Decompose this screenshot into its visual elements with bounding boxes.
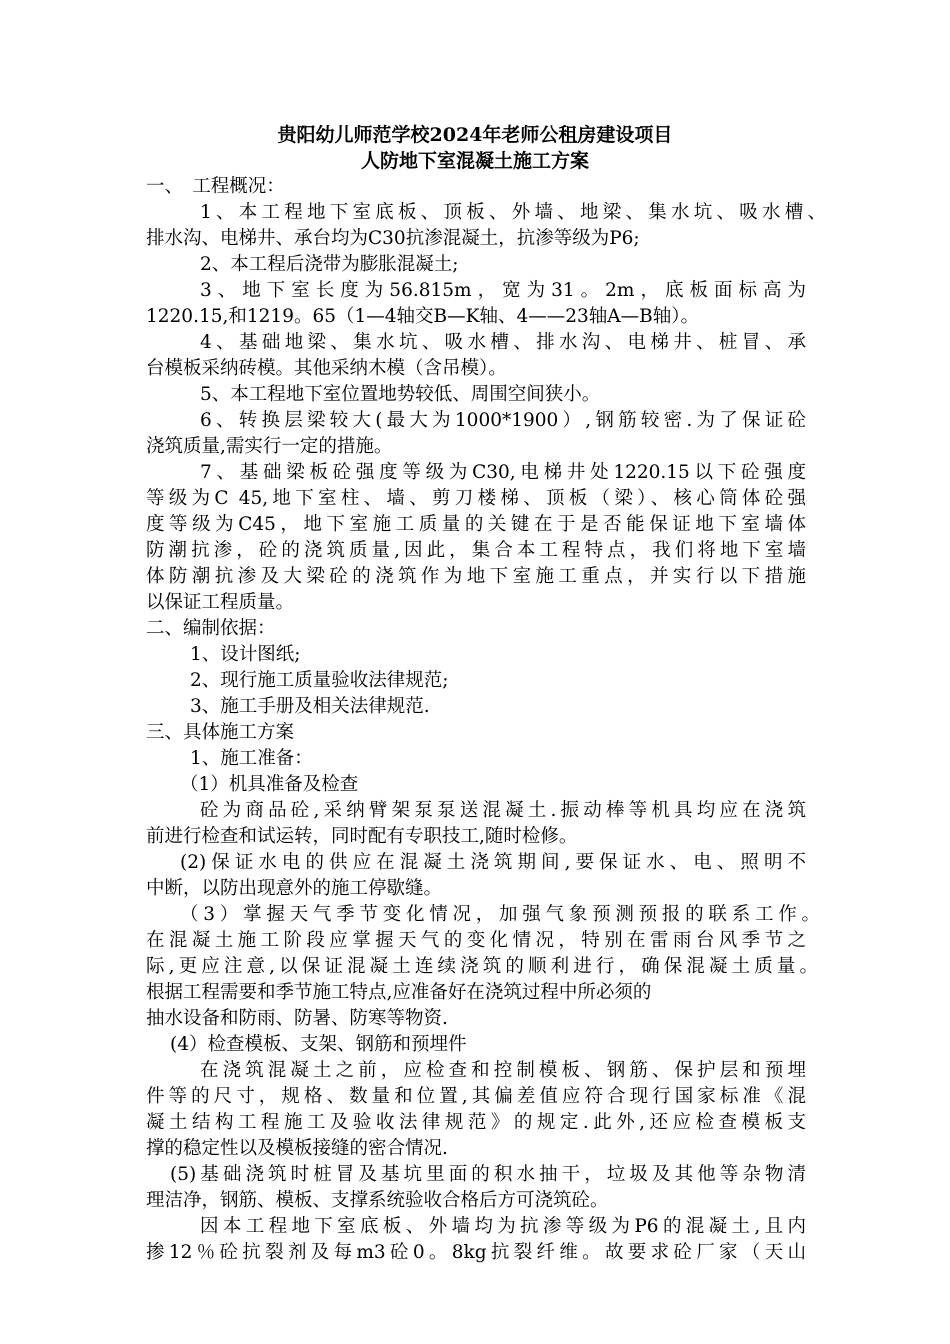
paragraph-line: 根据工程需要和季节施工特点,应准备好在浇筑过程中所必须的: [146, 982, 652, 1003]
section-heading-overview: 一、 工程概况：: [146, 176, 285, 197]
paragraph-line: 6、转换层梁较大(最大为1000*1900）,钢筋较密.为了保证砼: [200, 410, 806, 431]
paragraph-line: (2)保证水电的供应在混凝土浇筑期间,要保证水、电、照明不: [180, 852, 806, 873]
paragraph-line: 际,更应注意,以保证混凝土连续浇筑的顺利进行，确保混凝土质量。: [146, 956, 818, 977]
paragraph-line: 1、本工程地下室底板、顶板、外墙、地梁、集水坑、吸水槽、: [200, 202, 826, 223]
paragraph-line: 3、地下室长度为56.815m，宽为31。2m，底板面标高为: [200, 280, 806, 301]
paragraph-line: 7、基础梁板砼强度等级为C30,电梯井处1220.15以下砼强度: [200, 462, 806, 483]
paragraph-line: 前进行检查和试运转，同时配有专职技工,随时检修。: [146, 826, 578, 847]
paragraph-line: 中断，以防出现意外的施工停歇缝。: [146, 878, 443, 899]
subsection-heading: (4）检查模板、支架、钢筋和预埋件: [170, 1034, 467, 1055]
paragraph-line: 台模板采纳砖模。其他采纳木模（含吊模）。: [146, 358, 507, 379]
paragraph-line: 因本工程地下室底板、外墙均为抗渗等级为P6的混凝土,且内: [200, 1216, 806, 1237]
paragraph-line: 体防潮抗渗及大梁砼的浇筑作为地下室施工重点，并实行以下措施: [146, 566, 806, 587]
list-item: 2、现行施工质量验收法律规范;: [190, 670, 449, 691]
paragraph-line: （3）掌握天气季节变化情况，加强气象预测预报的联系工作。: [180, 904, 820, 925]
paragraph-line: 砼为商品砼,采纳臂架泵泵送混凝土.振动棒等机具均应在浇筑: [200, 800, 806, 821]
section-heading-plan: 三、具体施工方案: [146, 722, 295, 743]
paragraph-line: 防潮抗渗，砼的浇筑质量,因此，集合本工程特点，我们将地下室墙: [146, 540, 806, 561]
paragraph-line: (5)基础浇筑时桩冒及基坑里面的积水抽干，垃圾及其他等杂物清: [170, 1164, 806, 1185]
paragraph-line: 1220.15,和1219。65（1—4轴交B—K轴、4——23轴A—B轴）。: [146, 306, 699, 327]
paragraph-line: 度等级为C45，地下室施工质量的关键在于是否能保证地下室墙体: [146, 514, 806, 535]
paragraph-line: 掺12％砼抗裂剂及每m3砼0。8kg抗裂纤维。故要求砼厂家（天山: [146, 1242, 806, 1263]
paragraph-line: 撑的稳定性以及模板接缝的密合情况.: [146, 1138, 448, 1159]
subsection-heading: 1、施工准备：: [190, 748, 313, 769]
paragraph-line: 件等的尺寸，规格、数量和位置,其偏差值应符合现行国家标准《混: [146, 1086, 806, 1107]
document-title-line-1: 贵阳幼儿师范学校2024年老师公租房建设项目: [277, 124, 673, 146]
paragraph-line: 4、基础地梁、集水坑、吸水槽、排水沟、电梯井、桩冒、承: [200, 332, 806, 353]
paragraph-line: 浇筑质量,需实行一定的措施。: [146, 436, 393, 457]
paragraph-line: 凝土结构工程施工及验收法律规范》的规定.此外,还应检查模板支: [146, 1112, 806, 1133]
paragraph-line: 在混凝土施工阶段应掌握天气的变化情况，特别在雷雨台风季节之: [146, 930, 806, 951]
paragraph-line: 在浇筑混凝土之前，应检查和控制模板、钢筋、保护层和预埋: [200, 1060, 806, 1081]
paragraph-line: 2、本工程后浇带为膨胀混凝土;: [200, 254, 459, 275]
paragraph-line: 等级为C 45,地下室柱、墙、剪刀楼梯、顶板（梁）、核心筒体砼强: [146, 488, 806, 509]
paragraph-line: 以保证工程质量。: [146, 592, 295, 613]
subsection-heading: （1）机具准备及检查: [180, 774, 359, 795]
list-item: 1、设计图纸;: [190, 644, 301, 665]
section-heading-basis: 二、编制依据：: [146, 618, 276, 639]
list-item: 3、施工手册及相关法律规范.: [190, 696, 430, 717]
paragraph-line: 理洁净，钢筋、模板、支撑系统验收合格后方可浇筑砼。: [146, 1190, 609, 1211]
document-title-line-2: 人防地下室混凝土施工方案: [360, 150, 589, 172]
paragraph-line: 排水沟、电梯井、承台均为C30抗渗混凝土，抗渗等级为P6;: [146, 228, 640, 249]
paragraph-line: 抽水设备和防雨、防暑、防寒等物资.: [146, 1008, 448, 1029]
paragraph-line: 5、本工程地下室位置地势较低、周围空间狭小。: [200, 384, 601, 405]
